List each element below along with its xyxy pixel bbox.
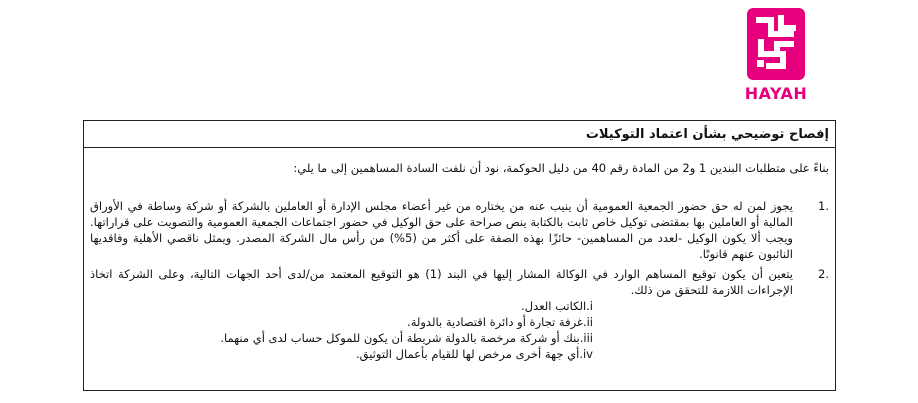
disclosure-title: إفصاح توضيحي بشأن اعتماد التوكيلات [84, 121, 835, 148]
disclosure-content [84, 148, 835, 362]
disclosure-intro: بناءً على متطلبات البندين 1 و2 من المادة رقم 40 من دليل الحوكمة، نود أن نلفت السادة المساهمين إلى ما يلي: [293, 161, 829, 175]
logo-text: HAYAH [744, 84, 808, 103]
item-number: 1. [818, 199, 829, 213]
item-text: يجوز لمن له حق حضور الجمعية العمومية أن ينيب عنه من يختاره من غير أعضاء مجلس الإدارة أو العاملين بالشركة أو شركة وساطة في الأوراق المالية أو العاملين بها بمقتضى توكيل خاص ثابت بالكتابة ينص صراحة على حق الوكيل في حضور اجتماعات الجمعية العمومية والتصويت على قراراتها. ويجب ألا يكون الوكيل -لعدد من المساهمين- حائزًا بهذه الصفة على أكثر من (5%) من رأس مال الشركة المصدر. ويمثل ناقصي الأهلية وفاقديها النائبون عنهم قانونًا. [90, 199, 793, 261]
disclosure-list [90, 198, 829, 362]
hayah-logo [740, 8, 812, 106]
disclosure-box [83, 120, 836, 391]
hayah-logo-icon [747, 8, 805, 80]
list-item [90, 266, 829, 362]
list-item [90, 198, 829, 262]
item-number: 2. [818, 267, 829, 281]
sub-item: ii.غرفة تجارة أو دائرة اقتصادية بالدولة. [407, 315, 593, 329]
sub-item: i.الكاتب العدل. [521, 299, 593, 313]
sub-item: iv.أي جهة أخرى مرخص لها للقيام بأعمال التوثيق. [355, 347, 593, 361]
item-text: يتعين أن يكون توقيع المساهم الوارد في الوكالة المشار إليها في البند (1) هو التوقيع المعتمد من/لدى أحد الجهات التالية، وعلى الشركة اتخاذ الإجراءات اللازمة للتحقق من ذلك. [90, 267, 793, 297]
sub-item: iii.بنك أو شركة مرخصة بالدولة شريطة أن يكون للموكل حساب لدى أي منهما. [220, 331, 593, 345]
sub-list [90, 298, 793, 362]
